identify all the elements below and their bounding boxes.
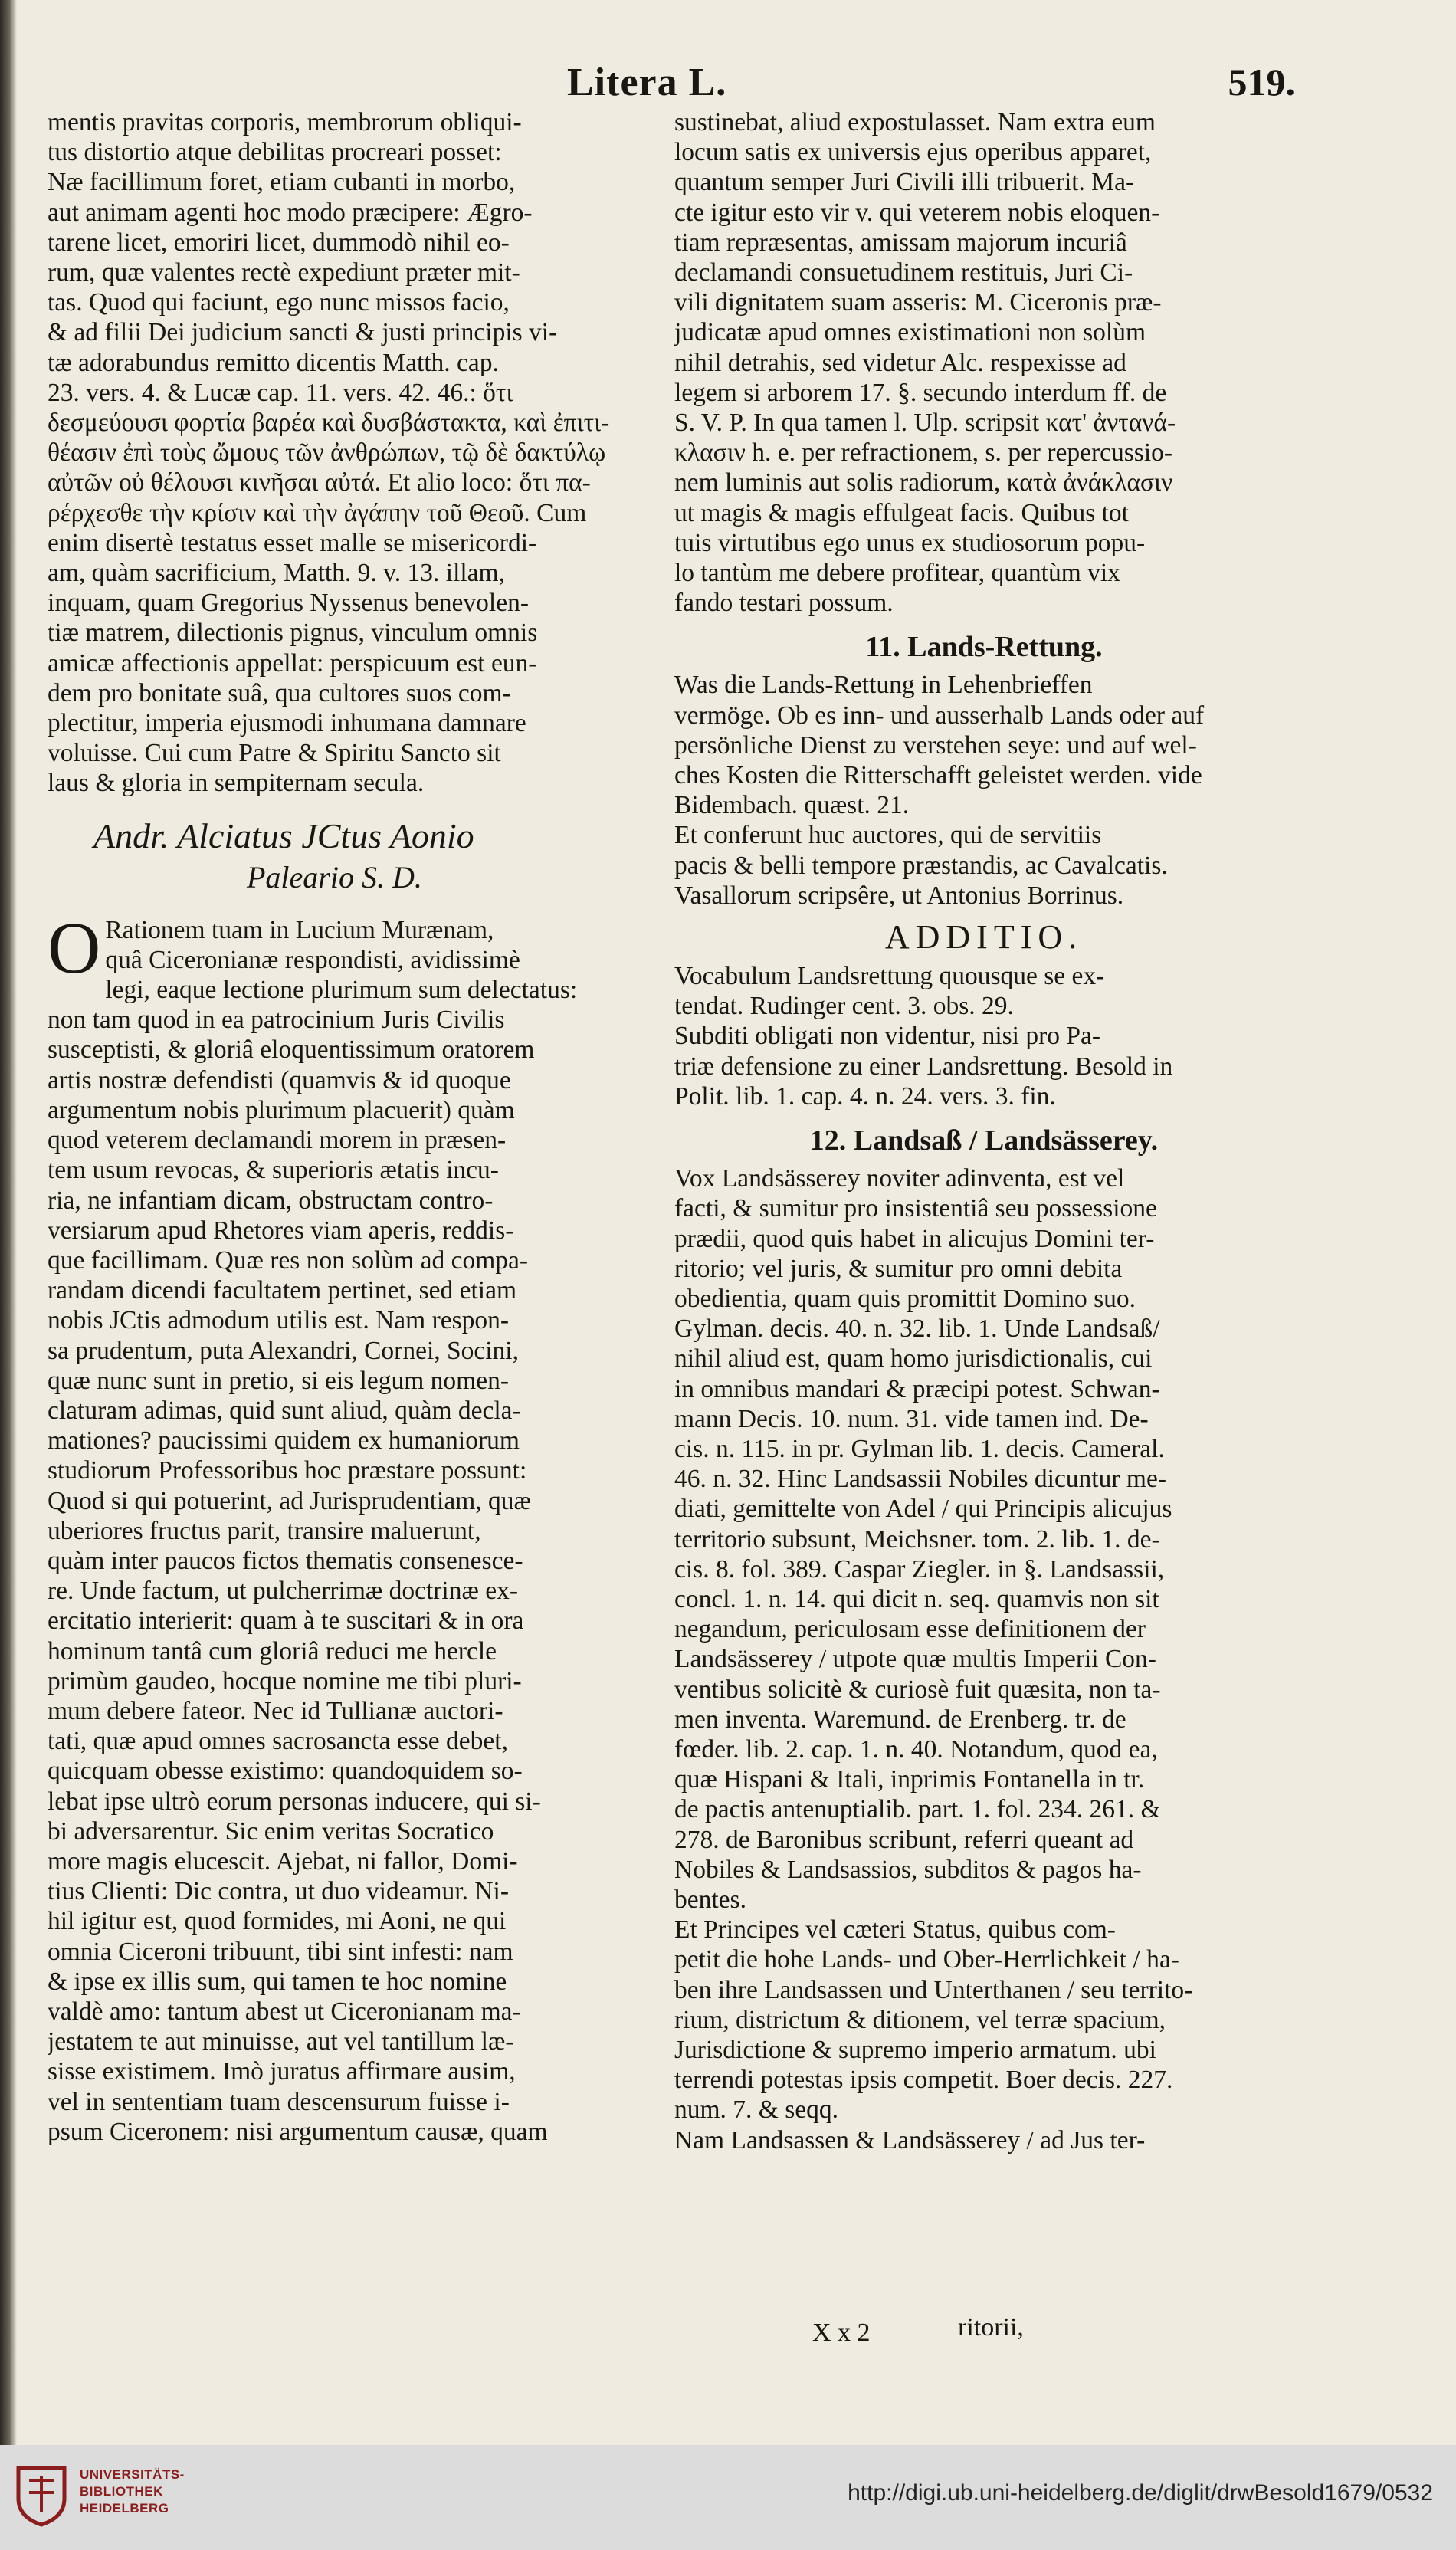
text-line: in omnibus mandari & præcipi potest. Schwan- xyxy=(674,1374,1160,1403)
text-line: men inventa. Waremund. de Erenberg. tr. de xyxy=(674,1705,1126,1734)
text-line: Nam Landsassen & Landsässerey / ad Jus ter- xyxy=(674,2125,1146,2155)
text-line: bentes. xyxy=(674,1885,746,1914)
text-line: tæ adorabundus remitto dicentis Matth. cap. xyxy=(48,348,499,377)
text-line: artis nostræ defendisti (quamvis & id quoque xyxy=(48,1065,511,1094)
text-line: tuis virtutibus ego unus ex studiosorum popu- xyxy=(674,528,1146,557)
text-line: valdè amo: tantum abest ut Ciceronianam ma- xyxy=(48,1997,521,2026)
right-column-text-block xyxy=(674,107,1294,618)
text-line: lebat ipse ultrò eorum personas inducere, qui si- xyxy=(48,1787,541,1816)
text-line: non tam quod in ea patrocinium Juris Civilis xyxy=(48,1006,505,1035)
text-line: tus distortio atque debilitas procreari posset: xyxy=(48,138,502,167)
text-line: facti, & sumitur pro insistentiâ seu possessione xyxy=(674,1194,1157,1223)
text-line: quod veterem declamandi morem in præsen- xyxy=(48,1126,507,1155)
text-line: nobis JCtis admodum utilis est. Nam respon- xyxy=(48,1306,510,1335)
catchword: ritorii, xyxy=(958,2313,1024,2342)
institution-line-1: UNIVERSITÄTS- xyxy=(80,2467,185,2482)
text-line: mum debere fateor. Nec id Tullianæ auctori- xyxy=(48,1696,503,1725)
text-line: territorio subsunt, Meichsner. tom. 2. lib. 1. de- xyxy=(674,1524,1160,1554)
text-line: tius Clienti: Dic contra, ut duo videamur. Ni- xyxy=(48,1877,509,1906)
text-line: tendat. Rudinger cent. 3. obs. 29. xyxy=(674,992,1014,1021)
text-line: quæ nunc sunt in pretio, si eis legum nomen- xyxy=(48,1366,510,1395)
institution-name[interactable] xyxy=(80,2466,185,2517)
text-line: quicquam obesse existimo: quandoquidem so- xyxy=(48,1757,523,1786)
text-line: tiæ matrem, dilectionis pignus, vinculum omnis xyxy=(48,619,538,648)
text-line: dem pro bonitate suâ, qua cultores suos com- xyxy=(48,678,511,707)
section-11-text xyxy=(674,670,1294,911)
text-line: Næ facillimum foret, etiam cubanti in morbo, xyxy=(48,168,516,197)
text-line: Gylman. decis. 40. n. 32. lib. 1. Unde Landsaß/ xyxy=(674,1314,1160,1344)
text-line: hominum tantâ cum gloriâ reduci me hercle xyxy=(48,1636,497,1666)
text-line: tiam repræsentas, amissam majorum incuriâ xyxy=(674,228,1127,257)
text-line: quàm inter paucos fictos thematis consenesce- xyxy=(48,1546,523,1575)
additio-heading: ADDITIO. xyxy=(884,918,1084,957)
section-12-heading: 12. Landsaß / Landsässerey. xyxy=(809,1124,1159,1157)
text-line: legem si arborem 17. §. secundo interdum ff. de xyxy=(674,378,1167,407)
text-line: terrendi potestas ipsis competit. Boer decis. 227. xyxy=(674,2066,1173,2095)
text-line: psum Ciceronem: nisi argumentum causæ, quam xyxy=(48,2117,548,2146)
text-line: re. Unde factum, ut pulcherrimæ doctrinæ ex- xyxy=(48,1577,518,1606)
letter-text-block xyxy=(48,906,661,2147)
text-line: Vocabulum Landsrettung quousque se ex- xyxy=(674,962,1105,991)
text-line: lo tantùm me debere profitear, quantùm vix xyxy=(674,559,1120,588)
viewer-footer xyxy=(0,2445,1456,2550)
additio-text xyxy=(674,961,1294,1111)
text-line: S. V. P. In qua tamen l. Ulp. scripsit κατ' ἀντανά- xyxy=(674,409,1176,438)
text-line: tem usum revocas, & superioris ætatis incu- xyxy=(48,1156,499,1185)
text-line: Was die Lands-Rettung in Lehenbrieffen xyxy=(674,671,1093,700)
text-line: nihil aliud est, quam homo jurisdictionalis, cui xyxy=(674,1344,1153,1373)
text-line: fœder. lib. 2. cap. 1. n. 40. Notandum, quod ea, xyxy=(674,1734,1158,1764)
text-line: enim disertè testatus esset malle se misericordi- xyxy=(48,528,537,557)
text-line: rum, quæ valentes rectè expediunt præter mit- xyxy=(48,258,520,287)
text-line: plectitur, imperia ejusmodi inhumana damnare xyxy=(48,709,526,738)
text-line: omnia Ciceroni tribuunt, tibi sint infesti: nam xyxy=(48,1937,513,1966)
text-line: cis. 8. fol. 389. Caspar Ziegler. in §. Landsassii, xyxy=(674,1554,1165,1583)
page-header xyxy=(54,60,1295,113)
text-line: voluisse. Cui cum Patre & Spiritu Sancto sit xyxy=(48,739,501,768)
text-line: vili dignitatem suam asseris: M. Ciceronis præ- xyxy=(674,288,1162,317)
right-column xyxy=(674,107,1294,2155)
text-line: laus & gloria in sempiternam secula. xyxy=(48,769,425,798)
text-line: ben ihre Landsassen und Unterthanen / seu territo- xyxy=(674,1975,1193,2004)
text-line: ut magis & magis effulgeat facis. Quibus tot xyxy=(674,498,1129,527)
text-line: obedientia, quam quis promittit Domino suo. xyxy=(674,1284,1136,1313)
left-column xyxy=(48,107,661,2147)
drop-cap: O xyxy=(48,906,101,989)
text-line: Vasallorum scripsêre, ut Antonius Borrinus. xyxy=(674,881,1124,910)
text-line: Subditi obligati non videntur, nisi pro Pa- xyxy=(674,1022,1101,1051)
text-line: num. 7. & seqq. xyxy=(674,2095,839,2125)
text-line: rium, districtum & ditionem, vel terræ spacium, xyxy=(674,2005,1166,2034)
page-number: 519. xyxy=(1228,61,1295,103)
text-line: ventibus solicitè & curiosè fuit quæsita, non ta- xyxy=(674,1675,1161,1704)
text-line: amicæ affectionis appellat: perspicuum est eun- xyxy=(48,648,537,678)
text-line: persönliche Dienst zu verstehen seye: und auf wel- xyxy=(674,730,1197,760)
text-line: argumentum nobis plurimum placuerit) quàm xyxy=(48,1095,515,1124)
text-line: primùm gaudeo, hocque nomine me tibi pluri- xyxy=(48,1666,522,1695)
text-line: negandum, periculosam esse definitionem der xyxy=(674,1615,1146,1644)
letter-subheading: Paleario S. D. xyxy=(247,859,422,894)
text-line: θέασιν ἐπὶ τοὺς ὤμους τῶν ἀνθρώπων, τῷ δὲ δακτύλῳ xyxy=(48,438,606,468)
text-line: pacis & belli tempore præstandis, ac Cavalcatis. xyxy=(674,851,1168,880)
text-line: Bidembach. quæst. 21. xyxy=(674,791,910,820)
text-line: que facillimam. Quæ res non solùm ad compa- xyxy=(48,1245,529,1275)
text-line: locum satis ex universis ejus operibus apparet, xyxy=(674,138,1152,167)
text-line: petit die hohe Lands- und Ober-Herrlichkeit / ha- xyxy=(674,1945,1179,1974)
text-line: vel in sententiam tuam descensurum fuisse i- xyxy=(48,2087,510,2116)
text-line: cte igitur esto vir v. qui veterem nobis eloquen- xyxy=(674,198,1160,227)
text-line: cis. n. 115. in pr. Gylman lib. 1. decis. Cameral. xyxy=(674,1434,1165,1463)
text-line: & ad filii Dei judicium sancti & justi principis vi- xyxy=(48,318,558,347)
text-line: mationes? paucissimi quidem ex humaniorum xyxy=(48,1426,520,1456)
text-line: uberiores fructus parit, transire maluerunt, xyxy=(48,1516,481,1545)
institution-line-2: BIBLIOTHEK xyxy=(80,2484,163,2499)
text-line: randam dicendi facultatem pertinet, sed etiam xyxy=(48,1276,517,1305)
letter-heading: Andr. Alciatus JCtus Aonio xyxy=(93,816,474,855)
text-line: inquam, quam Gregorius Nyssenus benevolen- xyxy=(48,589,529,618)
text-line: ercitatio interierit: quam à te suscitari & in ora xyxy=(48,1606,524,1636)
permalink-url[interactable]: http://digi.ub.uni-heidelberg.de/diglit/drwBesold1679/0532 xyxy=(848,2480,1433,2506)
text-line: am, quàm sacrificium, Matth. 9. v. 13. illam, xyxy=(48,559,505,588)
text-line: 46. n. 32. Hinc Landsassii Nobiles dicuntur me- xyxy=(674,1465,1166,1494)
text-line: aut animam agenti hoc modo præcipere: Ægro- xyxy=(48,198,533,227)
text-line: jestatem te aut minuisse, aut vel tantillum læ- xyxy=(48,2027,514,2056)
text-line: sustinebat, aliud expostulasset. Nam extra eum xyxy=(674,108,1156,136)
section-12-text xyxy=(674,1163,1294,2155)
text-line: Rationem tuam in Lucium Murænam, xyxy=(105,915,494,944)
text-line: mentis pravitas corporis, membrorum obliqui- xyxy=(48,108,522,136)
text-line: αὐτῶν οὐ θέλουσι κινῆσαι αὐτά. Et alio loco: ὅτι πα- xyxy=(48,468,591,497)
text-line: concl. 1. n. 14. qui dicit n. seq. quamvis non sit xyxy=(674,1584,1159,1613)
running-title: Litera L. xyxy=(567,61,727,104)
heidelberg-university-seal-icon[interactable] xyxy=(14,2462,71,2528)
text-line: Nobiles & Landsassios, subditos & pagos ha- xyxy=(674,1855,1142,1884)
page-binding-edge xyxy=(0,0,17,2445)
text-line: bi adversarentur. Sic enim veritas Socratico xyxy=(48,1817,494,1846)
text-line: claturam adimas, quid sunt aliud, quàm decla- xyxy=(48,1396,521,1425)
text-line: hil igitur est, quod formides, mi Aoni, ne qui xyxy=(48,1907,507,1936)
text-line: tati, quæ apud omnes sacrosancta esse debet, xyxy=(48,1727,508,1756)
text-line: & ipse ex illis sum, qui tamen te hoc nomine xyxy=(48,1967,507,1996)
text-line: Landsässerey / utpote quæ multis Imperii Con- xyxy=(674,1645,1156,1674)
text-line: nihil detrahis, sed videtur Alc. respexisse ad xyxy=(674,348,1126,377)
text-line: quantum semper Juri Civili illi tribuerit. Ma- xyxy=(674,168,1135,197)
text-line: versiarum apud Rhetores viam aperis, reddis- xyxy=(48,1216,514,1245)
text-line: sisse existimem. Imò juratus affirmare ausim, xyxy=(48,2057,516,2086)
text-line: sa prudentum, puta Alexandri, Cornei, Socini, xyxy=(48,1336,519,1365)
text-line: diati, gemittelte von Adel / qui Principis alicujus xyxy=(674,1495,1172,1524)
text-line: quâ Ciceronianæ respondisti, avidissimè xyxy=(105,945,520,974)
text-line: ρέρχεσθε τὴν κρίσιν καὶ τὴν ἀγάπην τοῦ Θεοῦ. Cum xyxy=(48,498,587,527)
text-line: studiorum Professoribus hoc præstare possunt: xyxy=(48,1456,527,1485)
text-line: δεσμεύουσι φορτία βαρέα καὶ δυσβάστακτα, καὶ ἐπιτι- xyxy=(48,409,610,438)
text-line: vermöge. Ob es inn- und ausserhalb Lands oder auf xyxy=(674,701,1205,730)
text-line: legi, eaque lectione plurimum sum delectatus: xyxy=(105,976,578,1005)
text-line: prædii, quod quis habet in alicujus Domini ter- xyxy=(674,1224,1155,1253)
text-line: Vox Landsässerey noviter adinventa, est vel xyxy=(674,1164,1125,1193)
text-line: 23. vers. 4. & Lucæ cap. 11. vers. 42. 46.: ὅτι xyxy=(48,378,513,407)
left-column-text-block xyxy=(48,107,661,799)
text-line: Jurisdictione & supremo imperio armatum. ubi xyxy=(674,2035,1156,2064)
text-line: declamandi consuetudinem restituis, Juri Ci- xyxy=(674,258,1133,287)
text-line: susceptisti, & gloriâ eloquentissimum oratorem xyxy=(48,1035,535,1065)
text-line: κλασιν h. e. per refractionem, s. per repercussio- xyxy=(674,438,1173,468)
text-line: Et Principes vel cæteri Status, quibus com- xyxy=(674,1915,1116,1944)
text-line: mann Decis. 10. num. 31. vide tamen ind. De- xyxy=(674,1404,1149,1433)
text-line: Polit. lib. 1. cap. 4. n. 24. vers. 3. fin. xyxy=(674,1081,1056,1111)
text-line: de pactis antenuptialib. part. 1. fol. 234. 261. & xyxy=(674,1795,1161,1824)
text-line: 278. de Baronibus scribunt, referri queant ad xyxy=(674,1825,1134,1854)
text-line: judicatæ apud omnes existimationi non solùm xyxy=(674,318,1146,347)
text-line: tarene licet, emoriri licet, dummodò nihil eo- xyxy=(48,228,510,257)
signature-mark: X x 2 xyxy=(812,2319,871,2347)
text-line: quæ Hispani & Itali, inprimis Fontanella in tr. xyxy=(674,1765,1145,1794)
text-line: tas. Quod qui faciunt, ego nunc missos facio, xyxy=(48,288,510,317)
text-line: more magis elucescit. Ajebat, ni fallor, Domi- xyxy=(48,1846,518,1876)
letter-body xyxy=(48,906,661,2147)
text-line: Quod si qui potuerint, ad Jurisprudentiam, quæ xyxy=(48,1486,531,1515)
text-line: triæ defensione zu einer Landsrettung. Besold in xyxy=(674,1052,1173,1081)
text-line: fando testari possum. xyxy=(674,589,894,618)
text-line: Et conferunt huc auctores, qui de servitiis xyxy=(674,821,1102,850)
section-11-heading: 11. Lands-Rettung. xyxy=(865,631,1103,664)
text-line: nem luminis aut solis radiorum, κατὰ ἀνάκλασιν xyxy=(674,468,1173,497)
text-line: ria, ne infantiam dicam, obstructam contro- xyxy=(48,1186,494,1215)
text-line: ritorio; vel juris, & sumitur pro omni debita xyxy=(674,1254,1123,1283)
text-line: ches Kosten die Ritterschafft geleistet werden. vide xyxy=(674,761,1202,790)
institution-line-3: HEIDELBERG xyxy=(80,2501,169,2516)
